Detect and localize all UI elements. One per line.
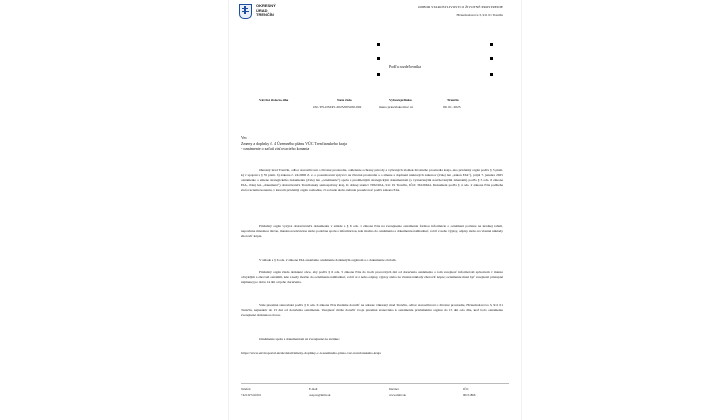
footer-phone: +421327411001 (241, 393, 262, 397)
office-address: Hviezdoslavova 3, 911 01 Trenčín (456, 13, 503, 17)
ref-value-handled-by: meno priezvisko/moc nr (379, 105, 414, 109)
enviroportal-link[interactable]: https://www.enviroportal.sk/sk/detail/zmeny-doplnky-c-4-uzemneho-plano-vuc-trencianskeho-kraja (241, 351, 381, 355)
subject-label: Vec (241, 135, 247, 140)
selection-handle[interactable] (490, 73, 493, 76)
footer-web[interactable]: www.minv.sk (389, 393, 406, 397)
ref-value-date: 09. 01. 2025 (443, 105, 461, 109)
recipient[interactable]: Podľa rozdeľovníka (389, 64, 422, 69)
slovak-coat-of-arms-icon (239, 4, 252, 19)
body-paragraph: Príslušný orgán vyzýva obstarávateľa dokumentu v súlade s § 6 ods. 1 zákona EIA na zverejnenie oznámenia formou informácie o oznámení povinne na úradnej tabuli, nepovinne miestnou tlačou, miestnou televíziou alebo podobne spolu s informáciou, kde možno do oznámenia a dokumentu nahliadnuť, robiť z neho výpisy, odpisy alebo na vlastné náklady zhotoviť kópie. (241, 224, 503, 239)
body-paragraph: Okresný úrad Trenčín, odbor starostlivosti o životné prostredie, oddelenie ochrany prírody a vybraných zložiek životného prostredia kraja, ako príslušný orgán podľa § 3 písm. k) v spojení s § 55 písm. b) zákona č. 24/2006 Z. z. o posudzovaní vplyvov na životné prostredie a o zmene a doplnení niektorých zákonov (ďalej len „zákon EIA“), prijal 7. januára 2025 oznámenie o zmene strategického dokumentu (ďalej len „oznámenie“) spolu s predmetným strategickým dokumentom (s vyznačenými navrhovanými zmenami) podľa § 5 ods. 6 zákona EIA, ďalej len „dokument“) obstarávateľa Trenčiansky samosprávny kraj, K dolnej stanici 7282/20A, 911 01 Trenčín, IČO: 36126624. Dokument podľa § 4 ods. 2 zákona EIA podlieha zisťovaciemu konaniu, v ktorom príslušný orgán rozhodne, či sa bude alebo nebude posudzovať podľa zákona EIA. (241, 168, 503, 193)
footer-divider (241, 383, 509, 384)
footer-email[interactable]: oszp.tn@minv.sk (309, 393, 331, 397)
selection-handle[interactable] (377, 57, 380, 60)
selection-handle[interactable] (490, 57, 493, 60)
footer-label-web: Internet (389, 387, 399, 391)
document-page (228, 0, 522, 420)
subject-text: Zmeny a doplnky č. 4 Územného plánu VÚC Trenčianskeho kraja - oznámenie o začatí zisťovacieho konania (241, 141, 347, 151)
ref-label-handled-by: Vybavuje/linka (389, 98, 412, 102)
department-name: ODBOR STAROSTLIVOSTI O ŽIVOTNÉ PROSTREDIE (417, 5, 503, 9)
ref-value-our-number: OU-TN-OSZP1-2025/005450-002 (313, 105, 362, 109)
office-logo-text: OKRESNÝ ÚRAD TRENČÍN (256, 3, 276, 18)
body-paragraph: Oznámenie spolu s dokumentom sú zverejnené na stránke: (259, 337, 340, 341)
body-paragraph: Vaše písomné stanoviská podľa § 6 ods. 6 zákona EIA žiadame doručiť na adresu: Okresný úrad Trenčín, odbor starostlivosti o životné prostredie, Hviezdoslavova 3, 911 01 Trenčín, najneskôr do 15 dní od doručenia oznámenia. Verejnosť môže doručiť svoje písomné stanovisko k oznámeniu príslušnému orgánu do 15 dní odo dňa, keď bolo oznámenie zverejnené dotknutou obcou. (241, 303, 503, 318)
footer-ico: 00151866 (463, 393, 476, 397)
ref-label-place-date: Trenčín (447, 98, 459, 102)
selection-handle[interactable] (377, 43, 380, 46)
selection-handle[interactable] (490, 43, 493, 46)
ref-label-our-number: Naše číslo (337, 98, 352, 102)
selection-handle[interactable] (377, 73, 380, 76)
body-paragraph: Príslušný orgán žiada dotknuté obce, aby podľa § 6 ods. 5 zákona EIA do troch pracovných dní od doručenia oznámenia o tom verejnosť informovali spôsobom v mieste obvyklým a zároveň oznámili, kde a kedy možno do oznámenia nahliadnuť, robiť si z neho odpisy, výpisy alebo na vlastné náklady zhotoviť kópie; oznámenie musí byť verejnosti prístupné najmenej po dobu 14 dní od jeho doručenia. (241, 270, 503, 285)
ref-label-your-letter: Váš list číslo/zo dňa (259, 98, 289, 102)
footer-label-email: E-mail (309, 387, 318, 391)
footer-label-ico: IČO (463, 387, 469, 391)
body-paragraph: V súlade s § 6 ods. 2 zákona EIA zasielame oznámenie dotknutým orgánom a o dokumente obciam. (259, 258, 397, 262)
footer-label-phone: Telefón (241, 387, 251, 391)
